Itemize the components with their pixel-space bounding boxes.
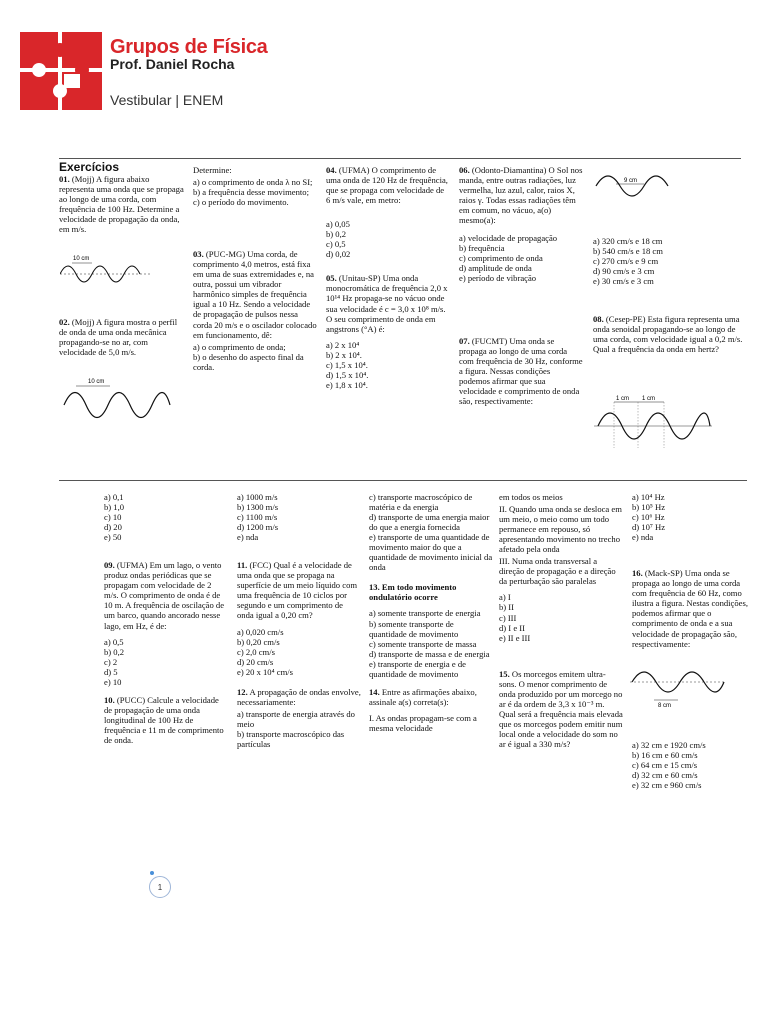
- question-15: 15. Os morcegos emitem ultra-sons. O menor comprimento de onda produzido por um morcego no ar é da ordem de 3,3 x 10⁻³ m. Qual será a frequência mais elevada que os morcegos podem emitir num local onde a velocidade do som no ar é igual a 330 m/s?: [499, 668, 623, 749]
- page-number-badge: 1: [149, 876, 171, 898]
- bottom-column-5b: [632, 740, 752, 790]
- option: a) 320 cm/s e 18 cm: [593, 236, 663, 246]
- option: e) 1,8 x 10⁴.: [326, 379, 368, 390]
- option: c) 270 cm/s e 9 cm: [593, 256, 659, 267]
- option: a) 0,020 cm/s: [237, 626, 284, 637]
- option: e) 10: [104, 676, 122, 687]
- option: d) 20 cm/s: [237, 656, 274, 667]
- middle-rule: [59, 480, 747, 481]
- question-05: 05. (Unitau-SP) Uma onda monocromática de frequência 2,0 x 10¹⁴ Hz propaga-se no vácuo onde sua velocidade é c = 3,0 x 10⁸ m/s. O seu comprimento de onda em angstrons (°A) é:: [326, 273, 448, 334]
- top-rule: [59, 158, 741, 159]
- option: e) período de vibração: [459, 273, 537, 284]
- question-12: 12. A propagação de ondas envolve, necessariamente:: [237, 686, 361, 707]
- figure-3-label: 9 cm: [624, 178, 638, 184]
- option: a) velocidade de propagação: [459, 233, 558, 244]
- bottom-column-5: [632, 492, 752, 651]
- option: d) 90 cm/s e 3 cm: [593, 266, 655, 277]
- option: c) 1100 m/s: [237, 512, 278, 523]
- statement-ii: II. Quando uma onda se desloca em um meio, o meio como um todo permanece em repouso, só apresentando movimento no trecho afetado pela onda: [499, 504, 622, 555]
- option: b) 540 cm/s e 18 cm: [593, 246, 663, 257]
- option: a) 0,5: [104, 636, 124, 647]
- option: c) 2,0 cm/s: [237, 646, 275, 657]
- option: b) 10⁵ Hz: [632, 502, 666, 513]
- bottom-column-4: [499, 492, 623, 751]
- question-06: 06. (Odonto-Diamantina) O Sol nos manda, entre outras radiações, luz vermelha, luz azul, calor, raios X, raios γ. Todas essas radiações têm em comum, no vácuo, a(o) mesmo(a):: [459, 165, 583, 226]
- bottom-column-2: [237, 492, 361, 749]
- option: b) 0,2: [104, 646, 125, 657]
- option: a) 0,1: [104, 492, 124, 502]
- option: c) 2: [104, 656, 118, 667]
- option: a) I: [499, 592, 511, 603]
- list-item: a) o comprimento de onda λ no SI;: [193, 177, 313, 188]
- option: b) 0,2: [326, 229, 347, 240]
- list-item: b) o desenho do aspecto final da corda.: [193, 351, 304, 372]
- bottom-column-1: [104, 492, 228, 747]
- question-07: 07. (FUCMT) Uma onda se propaga ao longo de uma corda com frequência de 30 Hz, conforme a figura. Nessas condições podemos afirmar que sua velocidade e comprimento de onda são, respectivamente:: [459, 335, 583, 406]
- top-column-1: [59, 174, 186, 236]
- question-04: 04. (UFMA) O comprimento de uma onda de 120 Hz de frequência, que se propaga com velocidade de 6 m/s vale, em metro:: [326, 165, 448, 206]
- question-02: 02. (Mojj) A figura mostra o perfil de onda de uma onda mecânica propagando-se no ar, com velocidade de 5,0 m/s.: [59, 317, 178, 358]
- question-13: 13. Em todo movimento ondulatório ocorre: [369, 582, 457, 603]
- question-16: 16. (Mack-SP) Uma onda se propaga ao longo de uma corda com frequência de 60 Hz, como ilustra a figura. Nestas condições, podemos afirmar que o comprimento de onda e a sua velocidade de propagação são, respectivamente:: [632, 568, 748, 649]
- statement-i: I. As ondas propagam-se com a mesma velocidade: [369, 712, 477, 733]
- page-header: [0, 0, 768, 130]
- option: b) 16 cm e 60 cm/s: [632, 750, 698, 761]
- option: b) II: [499, 602, 515, 613]
- question-03: 03. (PUC-MG) Uma corda, de comprimento 4,0 metros, está fixa em uma de suas extremidades e, na outra, possui um vibrador harmônico simples de frequência igual a 10 Hz. Sendo a velocidade de propagação de pulsos nessa corda 20 m/s e o oscilador colocado em funcionamento, dê:: [193, 249, 317, 340]
- option: c) III: [499, 612, 517, 623]
- option: e) 20 x 10⁴ cm/s: [237, 666, 293, 677]
- figure-1-label: 10 cm: [73, 256, 90, 262]
- puzzle-logo-icon: [20, 32, 102, 110]
- option: c) 10: [104, 512, 122, 523]
- option: d) 1,5 x 10⁴.: [326, 369, 369, 380]
- figure-wave-5: [630, 660, 726, 710]
- option: c) transporte macroscópico de matéria e da energia: [369, 492, 473, 513]
- figure-wave-4: [594, 392, 714, 452]
- page-indicator-dot: [150, 871, 154, 875]
- top-column-5: [593, 236, 743, 356]
- option: d) amplitude de onda: [459, 263, 532, 274]
- brand-title: Grupos de Física: [110, 36, 268, 58]
- option: a) somente transporte de energia: [369, 608, 481, 619]
- option: d) I e II: [499, 622, 526, 633]
- option: d) 1200 m/s: [237, 522, 279, 533]
- option: d) 0,02: [326, 249, 351, 260]
- figure-wave-3: [594, 166, 674, 206]
- determine-intro: Determine:: [193, 165, 232, 175]
- figure-4-label-a: 1 cm: [616, 396, 630, 402]
- brand-tagline: Vestibular | ENEM: [110, 92, 224, 108]
- option: a) 10⁴ Hz: [632, 492, 665, 502]
- figure-2-label: 10 cm: [88, 379, 105, 385]
- option: d) transporte de uma energia maior do que a energia fornecida: [369, 512, 490, 533]
- list-item: b) a frequência desse movimento;: [193, 187, 309, 198]
- question-01: 01. (Mojj) A figura abaixo representa uma onda que se propaga ao longo de uma corda, com frequência de 100 Hz. Determine a velocidade de propagação da onda, em m/s.: [59, 174, 184, 235]
- option: e) nda: [237, 532, 259, 543]
- statement-iii: III. Numa onda transversal a direção de propagação e a direção da perturbação são paralelas: [499, 556, 616, 587]
- option: d) transporte de massa e de energia: [369, 648, 490, 659]
- question-10: 10. (PUCC) Calcule a velocidade de propagação de uma onda longitudinal de 100 Hz de frequência e 11 m de comprimento de onda.: [104, 694, 224, 745]
- option: b) transporte macroscópico das partículas: [237, 728, 345, 749]
- figure-4-label-b: 1 cm: [642, 396, 656, 402]
- top-column-3: [326, 165, 450, 390]
- option: b) frequência: [459, 243, 505, 254]
- question-08: 08. (Cesep-PE) Esta figura representa uma onda senoidal propagando-se ao longo de uma corda, com velocidade igual a 0,2 m/s. Qual a frequência da onda em hertz?: [593, 314, 743, 355]
- top-column-2: [193, 165, 318, 372]
- bottom-column-3: [369, 492, 493, 735]
- option: e) nda: [632, 532, 654, 543]
- option: a) 2 x 10⁴: [326, 339, 360, 350]
- option: e) transporte de uma quantidade de movimento maior do que a quantidade de movimento inicial da onda: [369, 532, 493, 573]
- option: b) somente transporte de quantidade de movimento: [369, 618, 459, 639]
- brand-subtitle: Prof. Daniel Rocha: [110, 56, 235, 72]
- option: a) transporte de energia através do meio: [237, 708, 355, 729]
- section-title: Exercícios: [59, 160, 120, 174]
- list-item: a) o comprimento de onda;: [193, 341, 286, 352]
- option: c) 1,5 x 10⁴.: [326, 359, 368, 370]
- question-09: 09. (UFMA) Em um lago, o vento produz ondas periódicas que se propagam com velocidade de 2 m/s. O comprimento de onda é de 10 m. A frequência de oscilação de um barco, quando ancorado nesse lago, em Hz, é de:: [104, 560, 225, 631]
- option: c) comprimento de onda: [459, 253, 543, 264]
- top-column-1b: [59, 317, 186, 359]
- option: a) 1000 m/s: [237, 492, 278, 502]
- option: d) 10⁷ Hz: [632, 522, 666, 533]
- top-column-4: [459, 165, 583, 408]
- option: d) 20: [104, 522, 122, 533]
- option: c) somente transporte de massa: [369, 638, 477, 649]
- option: c) 10⁶ Hz: [632, 512, 665, 523]
- option: b) 1300 m/s: [237, 502, 279, 513]
- option: d) 5: [104, 666, 118, 677]
- option: d) 32 cm e 60 cm/s: [632, 770, 698, 781]
- figure-wave-1: [60, 252, 150, 288]
- option: e) 50: [104, 532, 122, 543]
- list-item: c) o período do movimento.: [193, 197, 289, 208]
- option: b) 0,20 cm/s: [237, 636, 280, 647]
- option: c) 0,5: [326, 239, 346, 250]
- option: a) 0,05: [326, 219, 350, 230]
- option: e) 30 cm/s e 3 cm: [593, 276, 654, 287]
- figure-5-label: 8 cm: [658, 703, 672, 709]
- option: b) 2 x 10⁴.: [326, 349, 362, 360]
- option: b) 1,0: [104, 502, 125, 513]
- option: e) transporte de energia e de quantidade de movimento: [369, 658, 466, 679]
- statement-i-continued: em todos os meios: [499, 492, 563, 502]
- question-14: 14. Entre as afirmações abaixo, assinale a(s) correta(s):: [369, 686, 477, 707]
- option: e) II e III: [499, 632, 531, 643]
- figure-wave-2: [62, 375, 172, 425]
- option: e) 32 cm e 960 cm/s: [632, 780, 702, 791]
- option: c) 64 cm e 15 cm/s: [632, 760, 698, 771]
- question-11: 11. (FCC) Qual é a velocidade de uma onda que se propaga na superfície de um meio líquido com uma frequência de 10 ciclos por segundo e um comprimento de onda igual a 0,20 cm?: [237, 560, 358, 621]
- option: a) 32 cm e 1920 cm/s: [632, 740, 706, 750]
